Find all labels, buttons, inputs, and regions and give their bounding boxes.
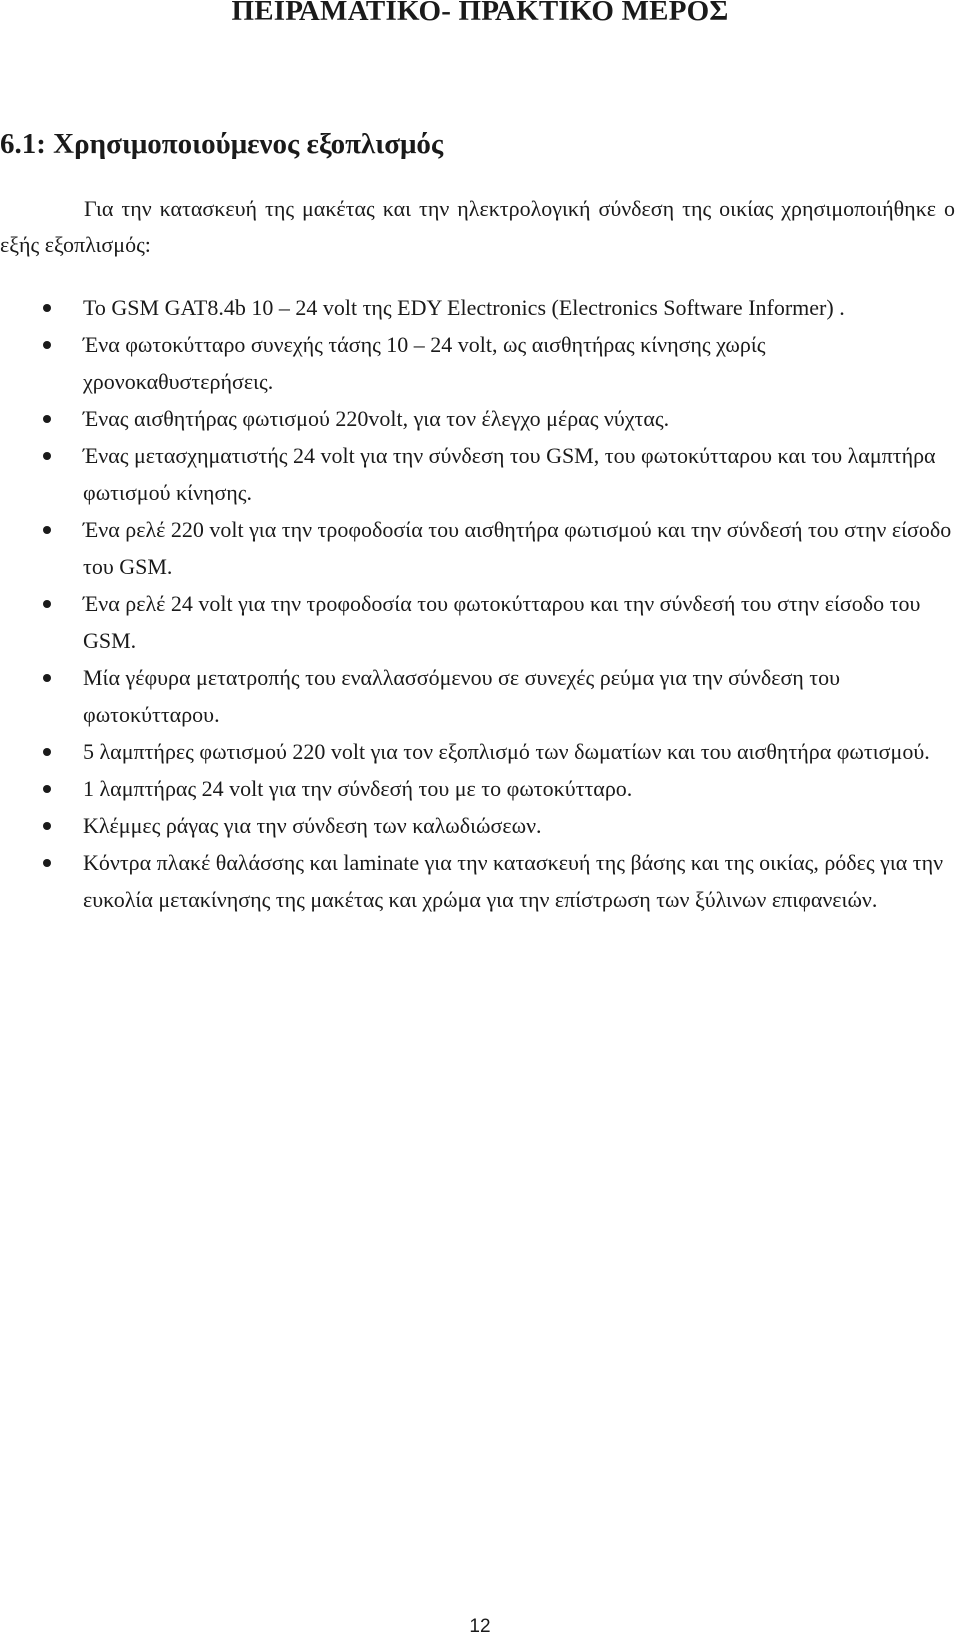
equipment-list (0, 289, 958, 918)
list-item (0, 437, 958, 511)
bullet-icon (43, 674, 51, 682)
list-item (0, 326, 958, 400)
list-item-text: To GSM GAT8.4b 10 – 24 volt της EDY Electronics (Electronics Software Informer) . (83, 295, 845, 320)
list-item-text: Ένα φωτοκύτταρο συνεχής τάσης 10 – 24 volt, ως αισθητήρας κίνησης χωρίς χρονοκαθυστερήσεις. (83, 332, 766, 394)
list-item-text: Κόντρα πλακέ θαλάσσης και laminate για την κατασκευή της βάσης και της οικίας, ρόδες για την ευκολία μετακίνησης της μακέτας και χρώμα για την επίστρωση των ξύλινων επιφανειών. (83, 850, 944, 912)
bullet-icon (43, 415, 51, 423)
list-item (0, 807, 958, 844)
page-title: ΠΕΙΡΑΜΑΤΙΚΟ- ΠΡΑΚΤΙΚΟ ΜΕΡΟΣ (231, 0, 729, 27)
bullet-icon (43, 341, 51, 349)
list-item-text: Ένα ρελέ 24 volt για την τροφοδοσία του φωτοκύτταρου και την σύνδεσή του στην είσοδο του GSM. (83, 591, 921, 653)
list-item-text: Ένα ρελέ 220 volt για την τροφοδοσία του αισθητήρα φωτισμού και την σύνδεσή του στην είσοδο του GSM. (83, 517, 952, 579)
section-heading: 6.1: Χρησιμοποιούμενος εξοπλισμός (0, 128, 444, 160)
list-item (0, 844, 958, 918)
list-item (0, 770, 958, 807)
list-item (0, 585, 958, 659)
list-item (0, 289, 958, 326)
list-item-text: Μία γέφυρα μετατροπής του εναλλασσόμενου σε συνεχές ρεύμα για την σύνδεση του φωτοκύτταρου. (83, 665, 841, 727)
bullet-icon (43, 785, 51, 793)
bullet-icon (43, 526, 51, 534)
bullet-icon (43, 859, 51, 867)
bullet-icon (43, 600, 51, 608)
bullet-icon (43, 452, 51, 460)
list-item (0, 733, 958, 770)
list-item (0, 659, 958, 733)
list-item-text: 1 λαμπτήρας 24 volt για την σύνδεσή του με το φωτοκύτταρο. (83, 776, 633, 801)
intro-paragraph: Για την κατασκευή της μακέτας και την ηλεκτρολογική σύνδεση της οικίας χρησιμοποιήθηκε ο εξής εξοπλισμός: (0, 196, 955, 257)
list-item-text: Κλέμμες ράγας για την σύνδεση των καλωδιώσεων. (83, 813, 542, 838)
bullet-icon (43, 822, 51, 830)
list-item-text: Ένας μετασχηματιστής 24 volt για την σύνδεση του GSM, του φωτοκύτταρου και του λαμπτήρα φωτισμού κίνησης. (83, 443, 936, 505)
bullet-icon (43, 304, 51, 312)
list-item-text: Ένας αισθητήρας φωτισμού 220volt, για τον έλεγχο μέρας νύχτας. (83, 406, 670, 431)
list-item-text: 5 λαμπτήρες φωτισμού 220 volt για τον εξοπλισμό των δωματίων και του αισθητήρα φωτισμού. (83, 739, 930, 764)
list-item (0, 400, 958, 437)
list-item (0, 511, 958, 585)
page-number: 12 (469, 1616, 491, 1637)
bullet-icon (43, 748, 51, 756)
